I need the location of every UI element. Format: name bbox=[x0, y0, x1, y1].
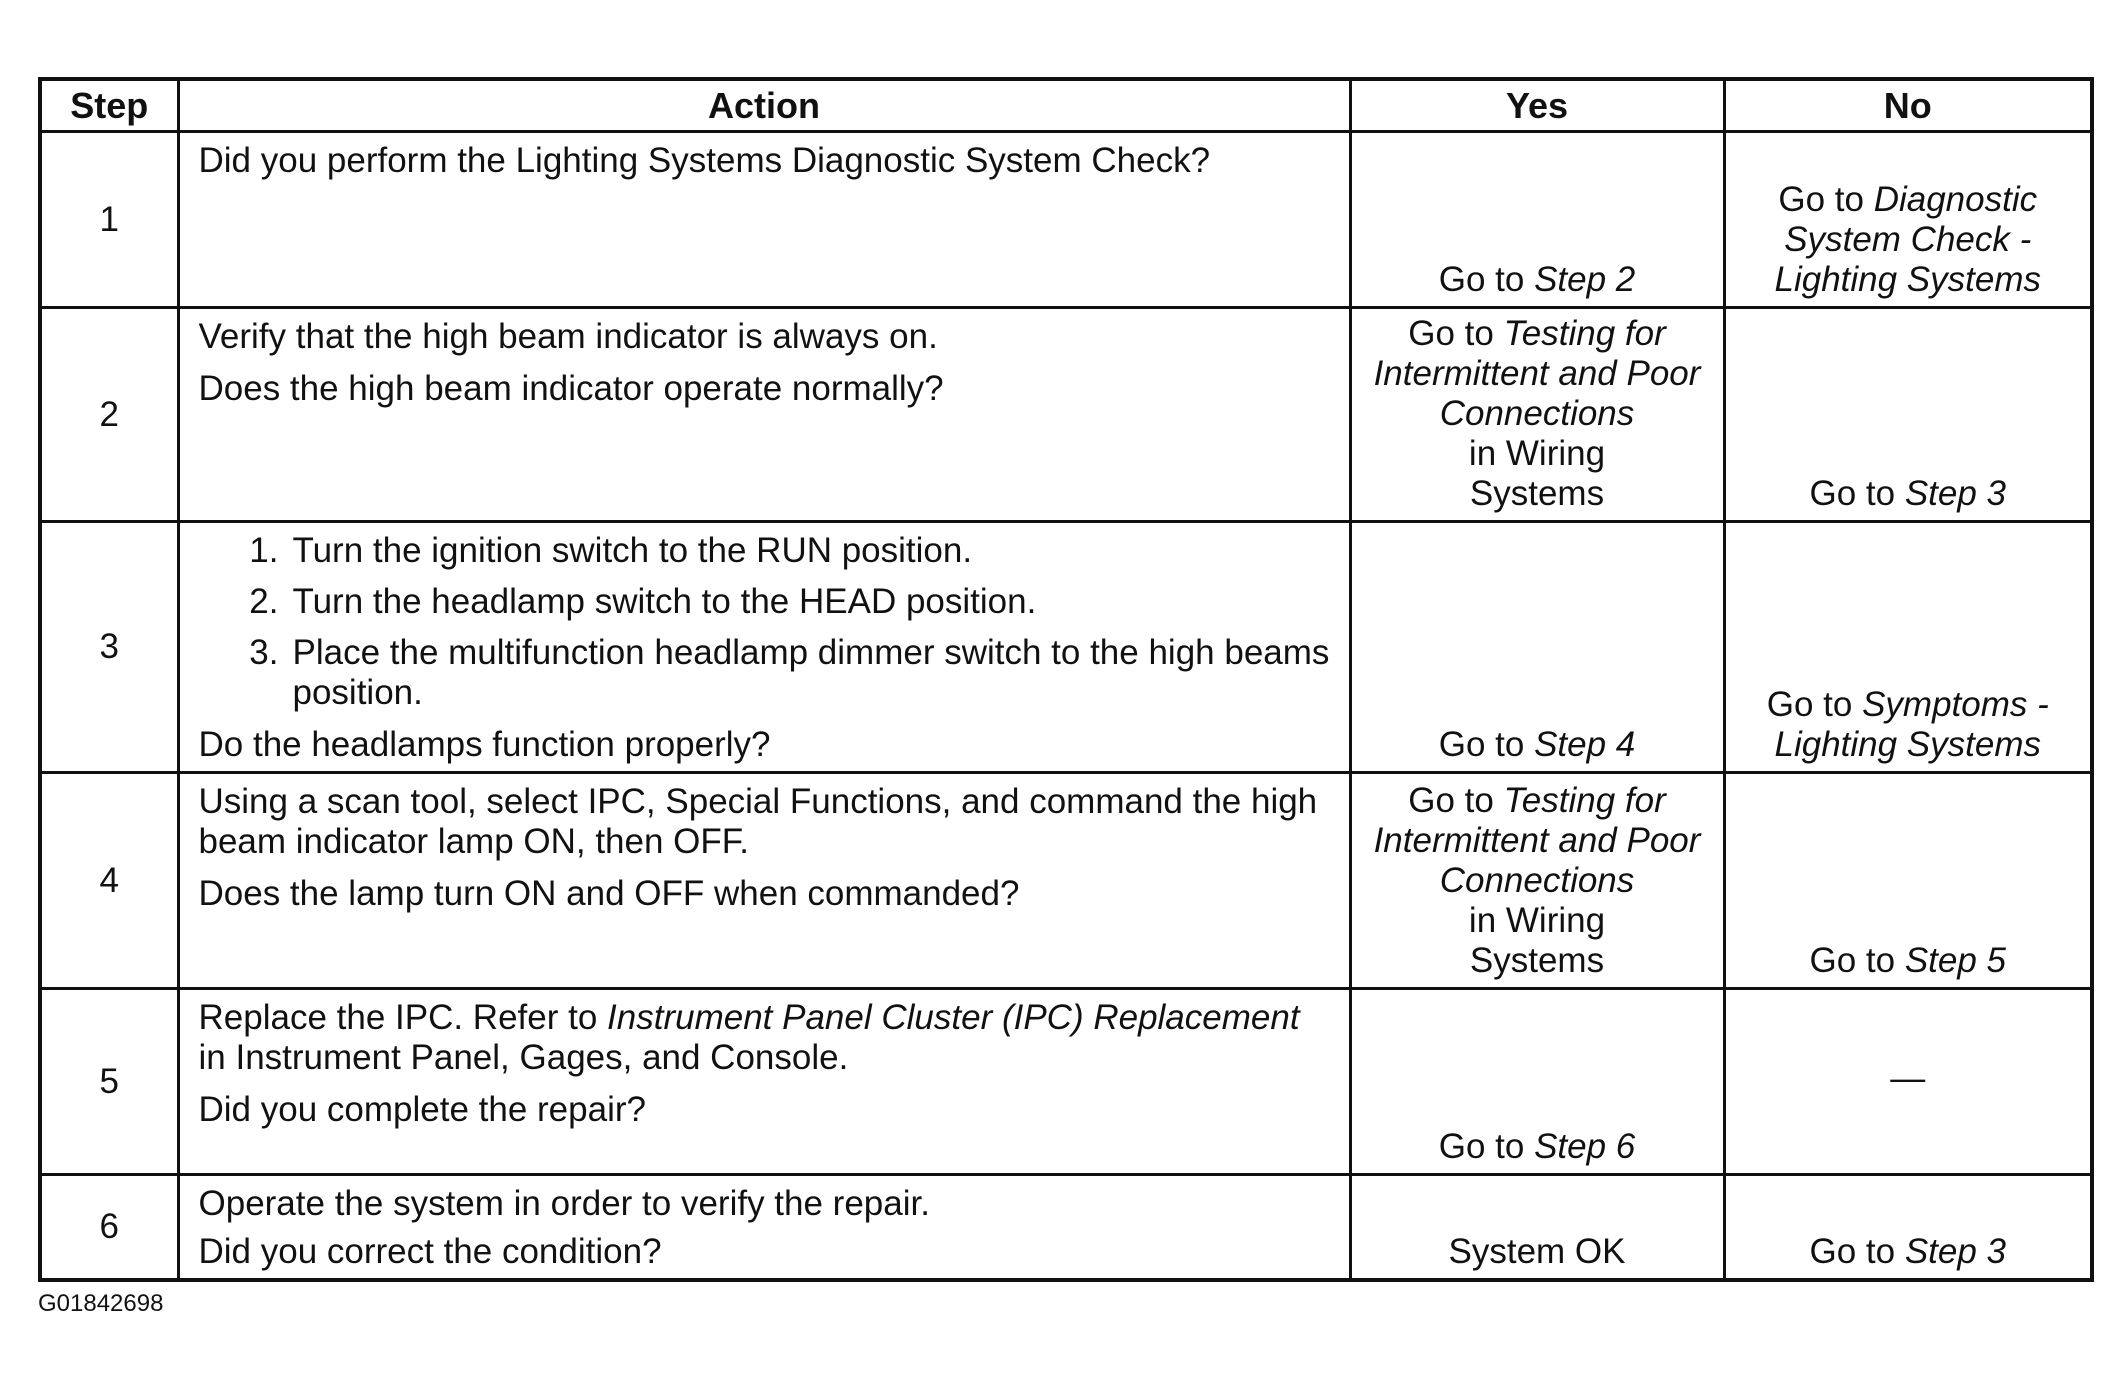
action-question: Did you correct the condition? bbox=[198, 1232, 662, 1271]
step-number: 5 bbox=[40, 989, 178, 1175]
substep-number: 2. bbox=[249, 582, 279, 621]
header-yes: Yes bbox=[1350, 79, 1724, 132]
yes-cell bbox=[1350, 308, 1724, 522]
yes-cell bbox=[1350, 1175, 1724, 1281]
step-number: 4 bbox=[40, 773, 178, 989]
action-text bbox=[199, 998, 1330, 1078]
yes-prefix: Go to bbox=[1438, 1127, 1525, 1166]
yes-result: System OK bbox=[1448, 1232, 1626, 1271]
substep-text: Turn the headlamp switch to the HEAD position. bbox=[292, 582, 1037, 621]
header-step: Step bbox=[40, 79, 178, 132]
no-cell bbox=[1724, 308, 2092, 522]
no-ref-line: Lighting Systems bbox=[1774, 725, 2042, 764]
no-ref-line: Lighting Systems bbox=[1774, 260, 2042, 299]
no-prefix: Go to bbox=[1766, 685, 1853, 724]
table-row bbox=[40, 1175, 2092, 1281]
step-number: 3 bbox=[40, 522, 178, 773]
diagnostic-table bbox=[38, 77, 2094, 1282]
substep-item bbox=[199, 582, 1330, 622]
yes-step-ref: Step 2 bbox=[1534, 260, 1636, 299]
no-cell bbox=[1724, 522, 2092, 773]
action-question: Do the headlamps function properly? bbox=[198, 725, 771, 764]
no-cell bbox=[1724, 1175, 2092, 1281]
action-tail: in Instrument Panel, Gages, and Console. bbox=[198, 1038, 849, 1077]
figure-id-caption: G01842698 bbox=[38, 1290, 164, 1317]
action-question: Does the high beam indicator operate normally? bbox=[198, 369, 944, 408]
substep-text: Turn the ignition switch to the RUN position. bbox=[292, 531, 973, 570]
yes-ref-line: Intermittent and Poor bbox=[1373, 354, 1701, 393]
yes-prefix: Go to bbox=[1438, 260, 1525, 299]
no-prefix: Go to bbox=[1809, 941, 1896, 980]
no-step-ref: Step 5 bbox=[1904, 941, 2007, 980]
action-cell bbox=[178, 132, 1350, 308]
no-prefix: Go to bbox=[1809, 474, 1896, 513]
action-cell bbox=[178, 1175, 1350, 1281]
yes-cell bbox=[1350, 773, 1724, 989]
no-cell bbox=[1724, 989, 2092, 1175]
yes-cell bbox=[1350, 522, 1724, 773]
substep-text: Place the multifunction headlamp dimmer switch to the high beams position. bbox=[292, 633, 1330, 712]
substep-number: 3. bbox=[249, 633, 279, 672]
yes-ref-line: Connections bbox=[1439, 861, 1635, 900]
no-step-ref: Step 3 bbox=[1904, 474, 2007, 513]
table-row bbox=[40, 522, 2092, 773]
yes-cell bbox=[1350, 989, 1724, 1175]
substep-item bbox=[199, 633, 1330, 713]
substep-number: 1. bbox=[249, 531, 279, 570]
action-cell bbox=[178, 308, 1350, 522]
yes-suffix-line: in Wiring bbox=[1468, 901, 1606, 940]
action-cell bbox=[178, 989, 1350, 1175]
header-action: Action bbox=[178, 79, 1350, 132]
table-row bbox=[40, 989, 2092, 1175]
no-ref-line: Symptoms - bbox=[1862, 685, 2049, 724]
yes-prefix: Go to bbox=[1438, 725, 1525, 764]
substep-item bbox=[199, 531, 1330, 571]
step-number: 6 bbox=[40, 1175, 178, 1281]
yes-step-ref: Step 6 bbox=[1534, 1127, 1636, 1166]
yes-ref-line: Connections bbox=[1439, 394, 1635, 433]
substep-list bbox=[199, 531, 1330, 713]
action-text: Did you perform the Lighting Systems Diagnostic System Check? bbox=[198, 141, 1211, 180]
step-number: 2 bbox=[40, 308, 178, 522]
no-dash: — bbox=[1890, 1058, 1926, 1098]
action-text: Verify that the high beam indicator is always on. bbox=[198, 317, 938, 356]
no-prefix: Go to bbox=[1809, 1232, 1896, 1271]
no-ref-line: System Check - bbox=[1784, 220, 2032, 259]
action-question: Does the lamp turn ON and OFF when commanded? bbox=[198, 874, 1020, 913]
yes-step-ref: Step 4 bbox=[1534, 725, 1636, 764]
table-header-row bbox=[40, 79, 2092, 132]
step-number: 1 bbox=[40, 132, 178, 308]
no-cell bbox=[1724, 773, 2092, 989]
no-prefix: Go to bbox=[1778, 180, 1864, 219]
action-text: Operate the system in order to verify the repair. bbox=[198, 1184, 930, 1223]
table-row bbox=[40, 773, 2092, 989]
no-step-ref: Step 3 bbox=[1904, 1232, 2007, 1271]
action-cell bbox=[178, 522, 1350, 773]
yes-cell bbox=[1350, 132, 1724, 308]
yes-suffix-line: Systems bbox=[1469, 941, 1605, 980]
action-reference: Instrument Panel Cluster (IPC) Replacement bbox=[607, 998, 1300, 1037]
no-cell bbox=[1724, 132, 2092, 308]
yes-ref-line: Intermittent and Poor bbox=[1373, 821, 1701, 860]
action-text: Using a scan tool, select IPC, Special Functions, and command the high beam indicator lamp ON, then OFF. bbox=[198, 782, 1318, 861]
action-question: Did you complete the repair? bbox=[198, 1090, 646, 1129]
header-no: No bbox=[1724, 79, 2092, 132]
action-cell bbox=[178, 773, 1350, 989]
no-ref-line: Diagnostic bbox=[1873, 180, 2038, 219]
yes-prefix: Go to bbox=[1408, 314, 1494, 353]
yes-ref-line: Testing for bbox=[1503, 314, 1666, 353]
yes-ref-line: Testing for bbox=[1503, 781, 1666, 820]
table-row bbox=[40, 132, 2092, 308]
yes-prefix: Go to bbox=[1408, 781, 1494, 820]
yes-suffix-line: Systems bbox=[1469, 474, 1605, 513]
table-row bbox=[40, 308, 2092, 522]
action-intro: Replace the IPC. Refer to bbox=[198, 998, 598, 1037]
yes-suffix-line: in Wiring bbox=[1468, 434, 1606, 473]
